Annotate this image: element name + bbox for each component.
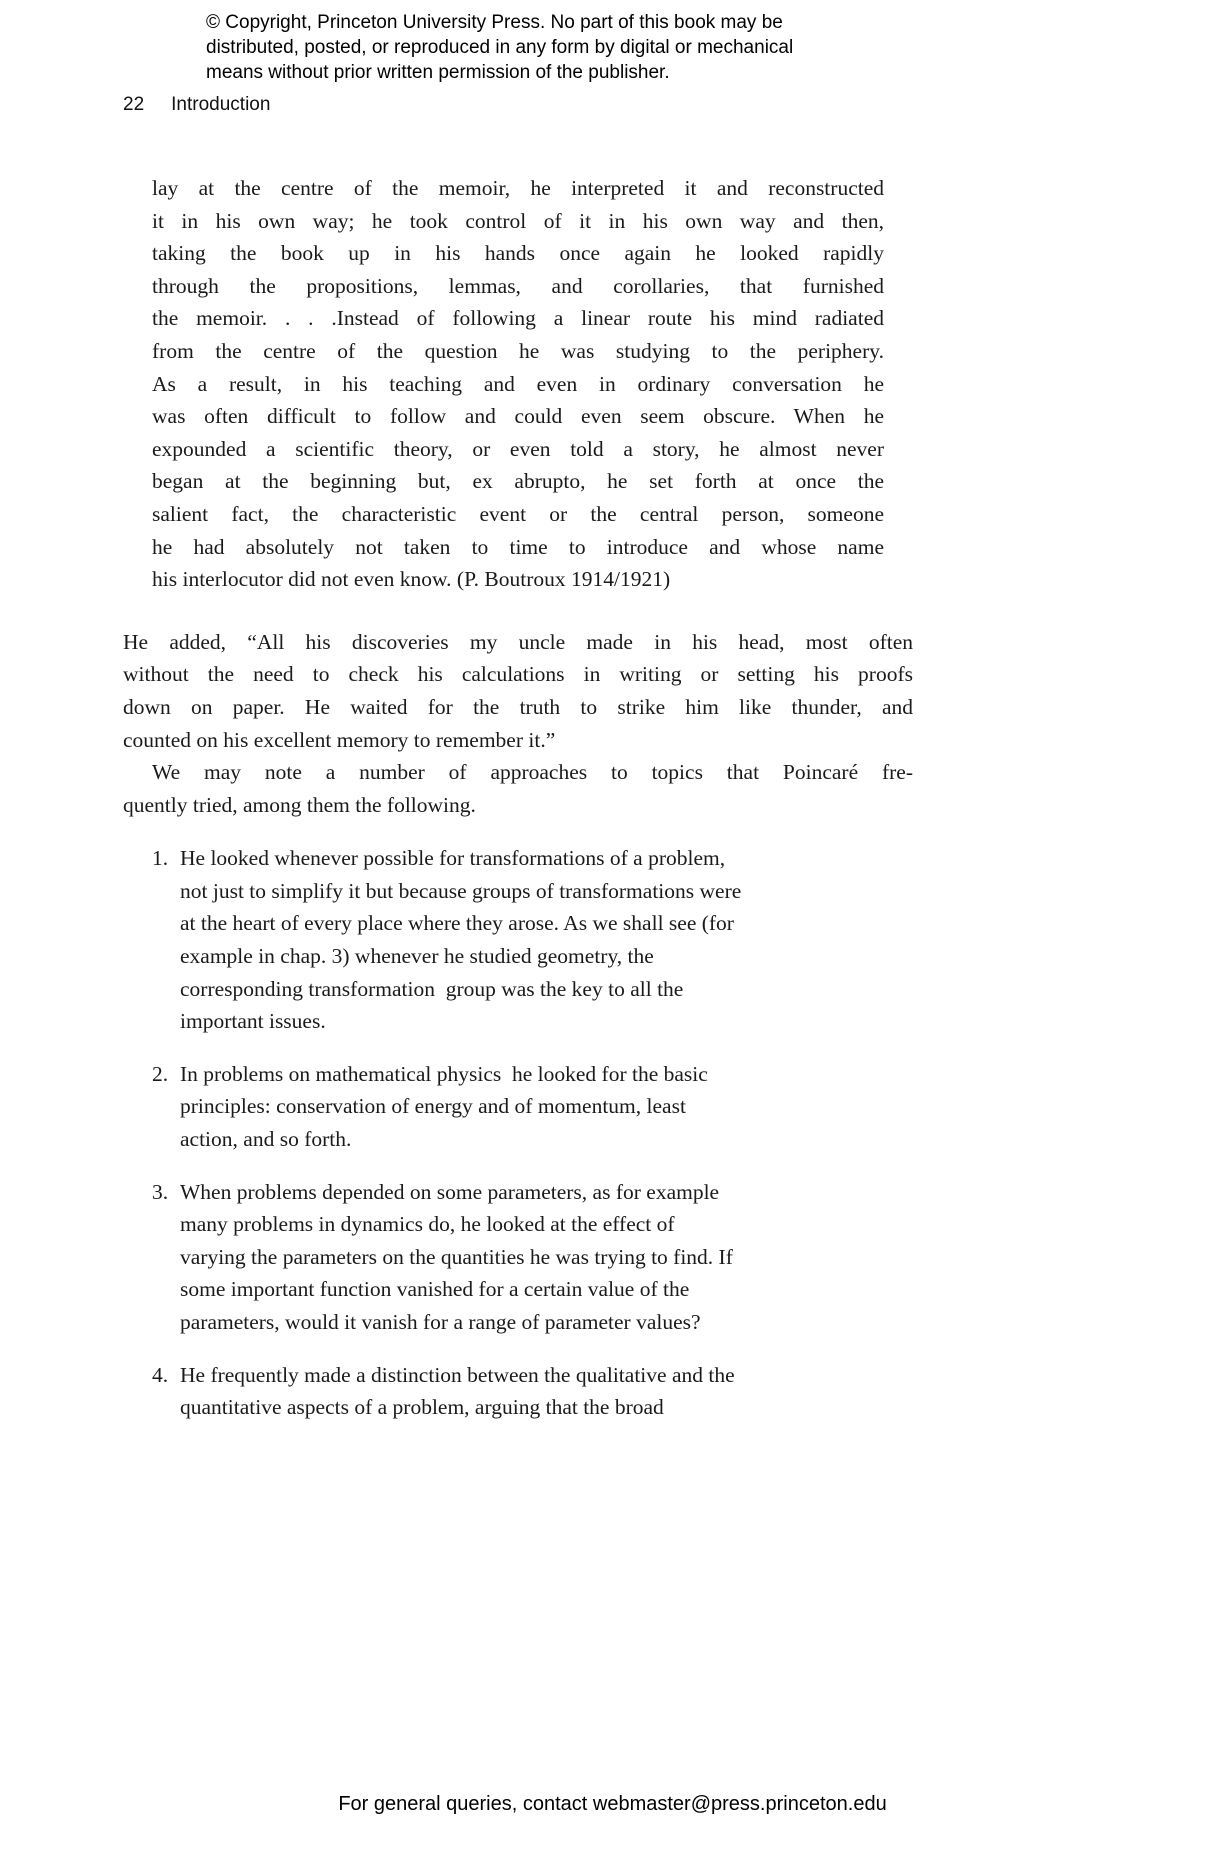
list-item-line: He looked whenever possible for transformations of a problem, <box>180 846 726 871</box>
list-item-number: 1. <box>152 846 169 871</box>
list-item-2 <box>152 1058 913 1156</box>
main-text-column <box>123 172 913 1424</box>
quote-line: was often difficult to follow and could even seem obscure. When he <box>152 404 884 429</box>
quote-line: the memoir. . . .Instead of following a linear route his mind radiated <box>152 306 884 331</box>
list-item-text <box>180 842 913 1038</box>
list-item-line: varying the parameters on the quantities he was trying to find. If <box>180 1244 733 1269</box>
list-item-line: at the heart of every place where they arose. As we shall see (for <box>180 911 734 936</box>
list-item-line: He frequently made a distinction between the qualitative and the <box>180 1362 735 1387</box>
list-item-line: many problems in dynamics do, he looked at the effect of <box>180 1212 675 1237</box>
running-head <box>123 94 270 116</box>
list-item-line: parameters, would it vanish for a range of parameter values? <box>180 1310 701 1334</box>
footer-text: For general queries, contact <box>338 1793 593 1815</box>
block-quote <box>152 172 884 596</box>
paragraph-we-may-note <box>123 756 913 821</box>
paragraph-line: He added, “All his discoveries my uncle made in his head, most often <box>123 629 913 654</box>
list-item-line: principles: conservation of energy and of momentum, least <box>180 1094 686 1119</box>
list-item-line: example in chap. 3) whenever he studied geometry, the <box>180 944 654 969</box>
list-item-line: some important function vanished for a certain value of the <box>180 1277 690 1302</box>
list-item-number: 4. <box>152 1362 169 1387</box>
copyright-line: © Copyright, Princeton University Press. No part of this book may be <box>206 12 783 33</box>
quote-line: he had absolutely not taken to time to introduce and whose name <box>152 534 884 559</box>
list-item-line: important issues. <box>180 1009 326 1034</box>
list-item-line: quantitative aspects of a problem, arguing that the broad <box>180 1395 664 1420</box>
quote-line: As a result, in his teaching and even in ordinary conversation he <box>152 371 884 396</box>
paragraph-line: We may note a number of approaches to topics that Poincaré fre- <box>152 760 913 785</box>
quote-line: began at the beginning but, ex abrupto, he set forth at once the <box>152 469 884 494</box>
copyright-line: means without prior written permission of the publisher. <box>206 62 670 83</box>
copyright-line: distributed, posted, or reproduced in any form by digital or mechanical <box>206 37 794 58</box>
list-item-line: corresponding transformation group was the key to all the <box>180 976 684 1001</box>
paragraph-line: without the need to check his calculations in writing or setting his proofs <box>123 662 913 687</box>
quote-line: it in his own way; he took control of it in his own way and then, <box>152 208 884 233</box>
list-item-line: not just to simplify it but because groups of transformations were <box>180 878 742 903</box>
list-item-4 <box>152 1359 913 1424</box>
paragraph-line: down on paper. He waited for the truth to strike him like thunder, and <box>123 694 913 719</box>
quote-line: taking the book up in his hands once again he looked rapidly <box>152 241 884 266</box>
paragraph-line: counted on his excellent memory to remember it.” <box>123 727 556 752</box>
quote-line: from the centre of the question he was studying to the periphery. <box>152 338 884 363</box>
list-item-text <box>180 1359 913 1424</box>
list-item-line: In problems on mathematical physics he looked for the basic <box>180 1061 708 1086</box>
list-item-line: When problems depended on some parameters, as for example <box>180 1179 720 1204</box>
paragraph-line: quently tried, among them the following. <box>123 792 476 817</box>
page-footer <box>0 1793 1225 1816</box>
section-title: Introduction <box>171 94 271 115</box>
footer-email-link[interactable]: webmaster@press.princeton.edu <box>592 1793 887 1815</box>
list-item-1 <box>152 842 913 1038</box>
quote-line: through the propositions, lemmas, and corollaries, that furnished <box>152 273 884 298</box>
list-item-line: action, and so forth. <box>180 1127 352 1152</box>
list-item-text <box>180 1176 913 1339</box>
quote-line: salient fact, the characteristic event or the central person, someone <box>152 501 884 526</box>
quote-line: his interlocutor did not even know. (P. Boutroux 1914/1921) <box>152 567 671 592</box>
quote-line: lay at the centre of the memoir, he interpreted it and reconstructed <box>152 176 884 200</box>
list-item-number: 2. <box>152 1061 169 1086</box>
list-item-text <box>180 1058 913 1156</box>
page-number: 22 <box>123 94 145 115</box>
copyright-notice <box>206 10 793 85</box>
quote-line: expounded a scientific theory, or even told a story, he almost never <box>152 436 884 461</box>
list-item-number: 3. <box>152 1179 169 1204</box>
numbered-list <box>123 842 913 1424</box>
paragraph-he-added <box>123 626 913 756</box>
list-item-3 <box>152 1176 913 1339</box>
